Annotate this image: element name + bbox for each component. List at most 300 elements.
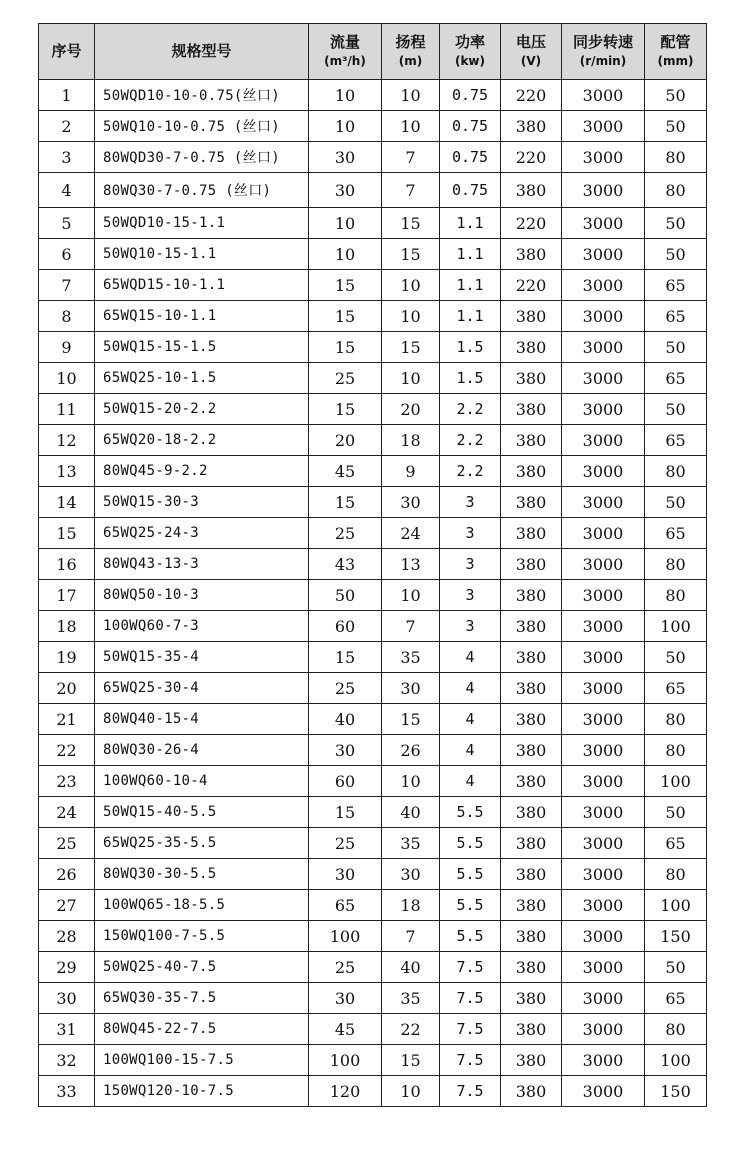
cell-flow: 15 (309, 394, 382, 425)
cell-head: 15 (382, 332, 440, 363)
cell-voltage: 220 (501, 270, 562, 301)
table-row (39, 611, 707, 642)
cell-head: 10 (382, 766, 440, 797)
cell-model: 150WQ120-10-7.5 (95, 1076, 309, 1107)
cell-model: 50WQ10-15-1.1 (95, 239, 309, 270)
cell-power: 0.75 (440, 173, 501, 208)
cell-voltage: 380 (501, 549, 562, 580)
cell-model: 80WQ30-7-0.75 (丝口) (95, 173, 309, 208)
cell-pipe: 80 (645, 580, 707, 611)
cell-voltage: 380 (501, 952, 562, 983)
cell-flow: 45 (309, 456, 382, 487)
cell-model: 80WQ45-22-7.5 (95, 1014, 309, 1045)
cell-pipe: 80 (645, 173, 707, 208)
cell-model: 65WQ15-10-1.1 (95, 301, 309, 332)
header-voltage-unit: (V) (520, 53, 542, 68)
cell-speed: 3000 (562, 1014, 645, 1045)
cell-voltage: 380 (501, 518, 562, 549)
cell-voltage: 380 (501, 828, 562, 859)
cell-flow: 100 (309, 921, 382, 952)
cell-flow: 40 (309, 704, 382, 735)
cell-power: 3 (440, 611, 501, 642)
cell-voltage: 380 (501, 456, 562, 487)
cell-head: 10 (382, 363, 440, 394)
cell-voltage: 380 (501, 173, 562, 208)
cell-head: 18 (382, 425, 440, 456)
cell-power: 3 (440, 487, 501, 518)
table-row (39, 797, 707, 828)
cell-no: 19 (39, 642, 95, 673)
cell-head: 15 (382, 239, 440, 270)
cell-power: 5.5 (440, 890, 501, 921)
table-row (39, 890, 707, 921)
cell-head: 10 (382, 111, 440, 142)
cell-pipe: 80 (645, 456, 707, 487)
cell-voltage: 220 (501, 142, 562, 173)
cell-model: 65WQ30-35-7.5 (95, 983, 309, 1014)
cell-head: 10 (382, 580, 440, 611)
cell-speed: 3000 (562, 859, 645, 890)
cell-no: 25 (39, 828, 95, 859)
cell-head: 7 (382, 921, 440, 952)
cell-flow: 30 (309, 859, 382, 890)
cell-power: 5.5 (440, 859, 501, 890)
cell-no: 11 (39, 394, 95, 425)
cell-flow: 60 (309, 766, 382, 797)
table-row (39, 1014, 707, 1045)
cell-model: 50WQD10-15-1.1 (95, 208, 309, 239)
cell-voltage: 380 (501, 332, 562, 363)
cell-voltage: 380 (501, 642, 562, 673)
cell-model: 100WQ100-15-7.5 (95, 1045, 309, 1076)
cell-flow: 30 (309, 735, 382, 766)
cell-model: 50WQ15-40-5.5 (95, 797, 309, 828)
cell-flow: 120 (309, 1076, 382, 1107)
cell-model: 80WQ30-26-4 (95, 735, 309, 766)
cell-head: 20 (382, 394, 440, 425)
cell-speed: 3000 (562, 921, 645, 952)
cell-head: 9 (382, 456, 440, 487)
cell-voltage: 380 (501, 1076, 562, 1107)
cell-model: 65WQ25-24-3 (95, 518, 309, 549)
table-row (39, 859, 707, 890)
cell-no: 29 (39, 952, 95, 983)
cell-no: 27 (39, 890, 95, 921)
cell-power: 3 (440, 580, 501, 611)
cell-speed: 3000 (562, 456, 645, 487)
cell-pipe: 65 (645, 673, 707, 704)
cell-no: 8 (39, 301, 95, 332)
cell-no: 28 (39, 921, 95, 952)
cell-head: 35 (382, 642, 440, 673)
cell-speed: 3000 (562, 1076, 645, 1107)
cell-head: 40 (382, 952, 440, 983)
cell-voltage: 380 (501, 983, 562, 1014)
cell-pipe: 80 (645, 704, 707, 735)
cell-pipe: 50 (645, 208, 707, 239)
cell-flow: 30 (309, 142, 382, 173)
cell-flow: 10 (309, 239, 382, 270)
cell-pipe: 150 (645, 921, 707, 952)
cell-no: 5 (39, 208, 95, 239)
cell-speed: 3000 (562, 301, 645, 332)
cell-speed: 3000 (562, 208, 645, 239)
header-voltage: 电压 (V) (501, 24, 562, 80)
header-power-unit: (kw) (454, 53, 486, 68)
cell-voltage: 380 (501, 890, 562, 921)
cell-head: 26 (382, 735, 440, 766)
cell-pipe: 50 (645, 239, 707, 270)
cell-flow: 20 (309, 425, 382, 456)
cell-power: 3 (440, 518, 501, 549)
table-row (39, 673, 707, 704)
cell-power: 0.75 (440, 111, 501, 142)
cell-no: 20 (39, 673, 95, 704)
cell-voltage: 380 (501, 921, 562, 952)
cell-pipe: 100 (645, 1045, 707, 1076)
cell-power: 7.5 (440, 952, 501, 983)
cell-no: 24 (39, 797, 95, 828)
cell-speed: 3000 (562, 952, 645, 983)
cell-model: 65WQ25-30-4 (95, 673, 309, 704)
cell-model: 150WQ100-7-5.5 (95, 921, 309, 952)
table-row (39, 394, 707, 425)
cell-power: 5.5 (440, 797, 501, 828)
cell-pipe: 50 (645, 111, 707, 142)
table-row (39, 456, 707, 487)
cell-model: 65WQ25-10-1.5 (95, 363, 309, 394)
table-row (39, 487, 707, 518)
cell-flow: 15 (309, 332, 382, 363)
cell-voltage: 380 (501, 797, 562, 828)
cell-pipe: 50 (645, 487, 707, 518)
cell-speed: 3000 (562, 394, 645, 425)
cell-model: 80WQD30-7-0.75 (丝口) (95, 142, 309, 173)
cell-model: 80WQ50-10-3 (95, 580, 309, 611)
cell-model: 65WQD15-10-1.1 (95, 270, 309, 301)
table-row (39, 983, 707, 1014)
cell-no: 3 (39, 142, 95, 173)
table-row (39, 363, 707, 394)
cell-power: 1.1 (440, 208, 501, 239)
cell-head: 13 (382, 549, 440, 580)
cell-speed: 3000 (562, 173, 645, 208)
cell-speed: 3000 (562, 983, 645, 1014)
cell-flow: 10 (309, 208, 382, 239)
cell-model: 80WQ45-9-2.2 (95, 456, 309, 487)
cell-voltage: 380 (501, 363, 562, 394)
header-pipe: 配管 (mm) (645, 24, 707, 80)
cell-head: 7 (382, 142, 440, 173)
cell-pipe: 80 (645, 549, 707, 580)
table-row (39, 518, 707, 549)
cell-power: 7.5 (440, 1076, 501, 1107)
cell-voltage: 380 (501, 1014, 562, 1045)
cell-flow: 25 (309, 952, 382, 983)
cell-power: 2.2 (440, 425, 501, 456)
cell-pipe: 50 (645, 797, 707, 828)
cell-pipe: 50 (645, 80, 707, 111)
cell-flow: 15 (309, 270, 382, 301)
cell-head: 7 (382, 173, 440, 208)
cell-no: 13 (39, 456, 95, 487)
cell-speed: 3000 (562, 735, 645, 766)
cell-no: 6 (39, 239, 95, 270)
table-row (39, 80, 707, 111)
cell-power: 0.75 (440, 142, 501, 173)
table-body (39, 80, 707, 1107)
cell-voltage: 220 (501, 80, 562, 111)
header-pipe-unit: (mm) (657, 53, 694, 68)
cell-speed: 3000 (562, 332, 645, 363)
cell-power: 2.2 (440, 456, 501, 487)
cell-pipe: 65 (645, 301, 707, 332)
cell-voltage: 380 (501, 766, 562, 797)
cell-head: 22 (382, 1014, 440, 1045)
cell-speed: 3000 (562, 142, 645, 173)
cell-power: 4 (440, 735, 501, 766)
cell-speed: 3000 (562, 704, 645, 735)
cell-model: 65WQ20-18-2.2 (95, 425, 309, 456)
cell-no: 15 (39, 518, 95, 549)
header-head-unit: (m) (398, 53, 423, 68)
cell-model: 50WQD10-10-0.75(丝口) (95, 80, 309, 111)
cell-power: 4 (440, 673, 501, 704)
cell-head: 30 (382, 487, 440, 518)
cell-no: 21 (39, 704, 95, 735)
cell-pipe: 100 (645, 611, 707, 642)
cell-flow: 30 (309, 173, 382, 208)
cell-no: 2 (39, 111, 95, 142)
header-speed: 同步转速 (r/min) (562, 24, 645, 80)
cell-pipe: 65 (645, 270, 707, 301)
cell-speed: 3000 (562, 642, 645, 673)
cell-no: 31 (39, 1014, 95, 1045)
cell-speed: 3000 (562, 549, 645, 580)
cell-head: 40 (382, 797, 440, 828)
cell-power: 3 (440, 549, 501, 580)
header-row (39, 24, 707, 80)
cell-head: 30 (382, 859, 440, 890)
table-row (39, 921, 707, 952)
cell-pipe: 80 (645, 859, 707, 890)
cell-no: 16 (39, 549, 95, 580)
cell-pipe: 65 (645, 518, 707, 549)
table-row (39, 952, 707, 983)
cell-speed: 3000 (562, 425, 645, 456)
cell-speed: 3000 (562, 80, 645, 111)
cell-pipe: 100 (645, 890, 707, 921)
cell-pipe: 80 (645, 1014, 707, 1045)
cell-speed: 3000 (562, 611, 645, 642)
cell-model: 65WQ25-35-5.5 (95, 828, 309, 859)
cell-model: 80WQ43-13-3 (95, 549, 309, 580)
cell-no: 18 (39, 611, 95, 642)
cell-voltage: 380 (501, 1045, 562, 1076)
cell-voltage: 380 (501, 239, 562, 270)
cell-voltage: 380 (501, 394, 562, 425)
table-row (39, 270, 707, 301)
cell-flow: 25 (309, 828, 382, 859)
cell-head: 35 (382, 983, 440, 1014)
cell-head: 30 (382, 673, 440, 704)
cell-model: 50WQ15-35-4 (95, 642, 309, 673)
cell-speed: 3000 (562, 239, 645, 270)
cell-power: 5.5 (440, 921, 501, 952)
cell-flow: 60 (309, 611, 382, 642)
cell-pipe: 50 (645, 332, 707, 363)
table-row (39, 549, 707, 580)
header-speed-unit: (r/min) (579, 53, 627, 68)
cell-model: 100WQ65-18-5.5 (95, 890, 309, 921)
cell-head: 15 (382, 1045, 440, 1076)
table-row (39, 111, 707, 142)
header-model: 规格型号 (95, 24, 309, 80)
cell-model: 50WQ15-30-3 (95, 487, 309, 518)
cell-voltage: 220 (501, 208, 562, 239)
cell-flow: 45 (309, 1014, 382, 1045)
cell-model: 80WQ40-15-4 (95, 704, 309, 735)
cell-head: 15 (382, 208, 440, 239)
cell-pipe: 80 (645, 142, 707, 173)
pump-spec-table (38, 23, 707, 1107)
cell-pipe: 50 (645, 394, 707, 425)
table-row (39, 208, 707, 239)
table-row (39, 301, 707, 332)
cell-no: 22 (39, 735, 95, 766)
cell-speed: 3000 (562, 1045, 645, 1076)
table-row (39, 239, 707, 270)
cell-no: 12 (39, 425, 95, 456)
cell-no: 26 (39, 859, 95, 890)
cell-no: 17 (39, 580, 95, 611)
table-row (39, 173, 707, 208)
cell-model: 100WQ60-7-3 (95, 611, 309, 642)
cell-no: 23 (39, 766, 95, 797)
header-no: 序号 (39, 24, 95, 80)
cell-flow: 30 (309, 983, 382, 1014)
cell-speed: 3000 (562, 111, 645, 142)
cell-pipe: 65 (645, 828, 707, 859)
header-flow: 流量 (m³/h) (309, 24, 382, 80)
cell-speed: 3000 (562, 487, 645, 518)
cell-voltage: 380 (501, 673, 562, 704)
cell-speed: 3000 (562, 363, 645, 394)
cell-speed: 3000 (562, 580, 645, 611)
table-row (39, 828, 707, 859)
table-row (39, 1045, 707, 1076)
header-power: 功率 (kw) (440, 24, 501, 80)
cell-flow: 25 (309, 363, 382, 394)
cell-head: 7 (382, 611, 440, 642)
cell-head: 10 (382, 270, 440, 301)
table-row (39, 1076, 707, 1107)
cell-speed: 3000 (562, 797, 645, 828)
table-row (39, 704, 707, 735)
cell-pipe: 50 (645, 642, 707, 673)
cell-speed: 3000 (562, 766, 645, 797)
cell-head: 18 (382, 890, 440, 921)
cell-pipe: 100 (645, 766, 707, 797)
cell-flow: 15 (309, 797, 382, 828)
cell-power: 1.5 (440, 332, 501, 363)
cell-power: 7.5 (440, 983, 501, 1014)
cell-no: 33 (39, 1076, 95, 1107)
cell-speed: 3000 (562, 673, 645, 704)
cell-model: 50WQ25-40-7.5 (95, 952, 309, 983)
header-head: 扬程 (m) (382, 24, 440, 80)
cell-model: 50WQ15-15-1.5 (95, 332, 309, 363)
cell-pipe: 65 (645, 425, 707, 456)
cell-voltage: 380 (501, 580, 562, 611)
cell-speed: 3000 (562, 828, 645, 859)
cell-voltage: 380 (501, 859, 562, 890)
cell-model: 100WQ60-10-4 (95, 766, 309, 797)
cell-pipe: 65 (645, 983, 707, 1014)
table-row (39, 332, 707, 363)
cell-flow: 15 (309, 301, 382, 332)
cell-pipe: 50 (645, 952, 707, 983)
cell-speed: 3000 (562, 270, 645, 301)
cell-no: 10 (39, 363, 95, 394)
cell-voltage: 380 (501, 704, 562, 735)
cell-power: 4 (440, 766, 501, 797)
cell-flow: 10 (309, 111, 382, 142)
cell-speed: 3000 (562, 518, 645, 549)
cell-flow: 15 (309, 487, 382, 518)
cell-no: 32 (39, 1045, 95, 1076)
cell-no: 9 (39, 332, 95, 363)
cell-head: 10 (382, 1076, 440, 1107)
cell-flow: 65 (309, 890, 382, 921)
cell-model: 50WQ15-20-2.2 (95, 394, 309, 425)
cell-model: 50WQ10-10-0.75 (丝口) (95, 111, 309, 142)
table-row (39, 580, 707, 611)
table-row (39, 425, 707, 456)
cell-flow: 10 (309, 80, 382, 111)
cell-flow: 15 (309, 642, 382, 673)
cell-no: 30 (39, 983, 95, 1014)
cell-power: 0.75 (440, 80, 501, 111)
cell-power: 4 (440, 704, 501, 735)
cell-no: 4 (39, 173, 95, 208)
cell-pipe: 80 (645, 735, 707, 766)
cell-model: 80WQ30-30-5.5 (95, 859, 309, 890)
cell-no: 1 (39, 80, 95, 111)
cell-power: 1.1 (440, 239, 501, 270)
table-row (39, 642, 707, 673)
cell-power: 5.5 (440, 828, 501, 859)
cell-flow: 43 (309, 549, 382, 580)
cell-power: 4 (440, 642, 501, 673)
cell-head: 24 (382, 518, 440, 549)
cell-flow: 25 (309, 673, 382, 704)
cell-speed: 3000 (562, 890, 645, 921)
cell-flow: 50 (309, 580, 382, 611)
cell-power: 1.1 (440, 270, 501, 301)
cell-voltage: 380 (501, 425, 562, 456)
cell-no: 7 (39, 270, 95, 301)
cell-voltage: 380 (501, 301, 562, 332)
cell-flow: 100 (309, 1045, 382, 1076)
table-row (39, 766, 707, 797)
cell-power: 2.2 (440, 394, 501, 425)
cell-voltage: 380 (501, 611, 562, 642)
cell-power: 1.5 (440, 363, 501, 394)
header-flow-unit: (m³/h) (324, 53, 366, 68)
cell-voltage: 380 (501, 487, 562, 518)
cell-head: 35 (382, 828, 440, 859)
